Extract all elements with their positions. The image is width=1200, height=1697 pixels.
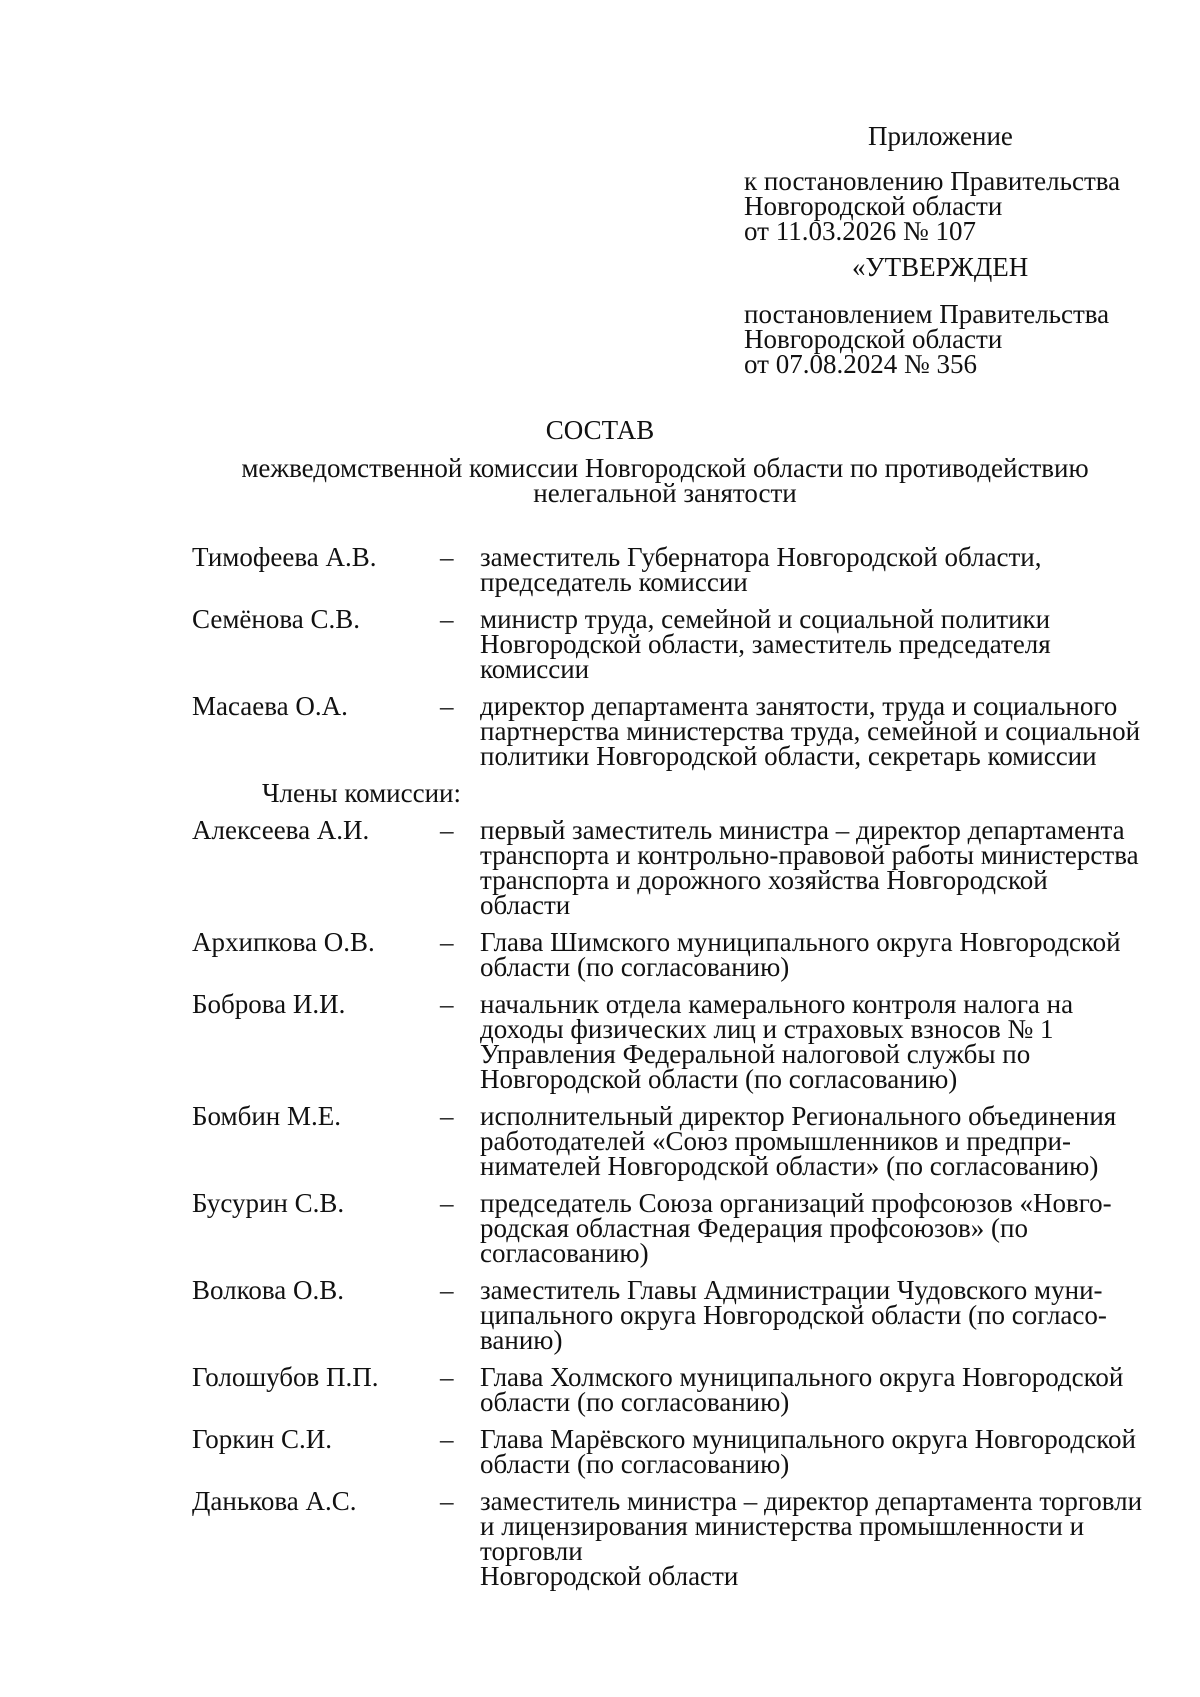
member-name: Волкова О.В.	[192, 1275, 345, 1305]
member-name: Семёнова С.В.	[192, 604, 360, 634]
member-role: министр труда, семейной и социальной политики Новгородской области, заместитель председателя комиссии	[480, 604, 1051, 684]
dash-separator: –	[440, 542, 454, 572]
members-section-label: Члены комиссии:	[262, 778, 461, 808]
annex-line: к постановлению Правительства	[744, 166, 1121, 196]
document-subtitle-line: межведомственной комиссии Новгородской области по противодействию	[241, 453, 1089, 483]
approval-line: постановлением Правительства	[744, 299, 1110, 329]
member-name: Горкин С.И.	[192, 1424, 333, 1454]
approval-block	[744, 252, 1164, 379]
member-row	[192, 1101, 1152, 1181]
dash-separator: –	[440, 1362, 454, 1392]
leadership-row	[192, 542, 1152, 597]
document-subtitle-line: нелегальной занятости	[533, 478, 797, 508]
annex-line: от 11.03.2026 № 107	[744, 216, 976, 246]
member-name: Боброва И.И.	[192, 989, 346, 1019]
member-name: Масаева О.А.	[192, 691, 348, 721]
member-row	[192, 1424, 1152, 1479]
dash-separator: –	[440, 989, 454, 1019]
member-role: Глава Холмского муниципального округа Новгородской области (по согласованию)	[480, 1362, 1124, 1417]
document-subtitle	[200, 453, 1130, 508]
member-row	[192, 1188, 1152, 1268]
dash-separator: –	[440, 1486, 454, 1516]
dash-separator: –	[440, 1101, 454, 1131]
member-name: Голошубов П.П.	[192, 1362, 379, 1392]
approval-line: от 07.08.2024 № 356	[744, 349, 977, 379]
member-row	[192, 1362, 1152, 1417]
member-name: Бомбин М.Е.	[192, 1101, 341, 1131]
member-role: исполнительный директор Регионального объединения работодателей «Союз промышленников и предпри- нимателей Новгородской области» (по согласованию)	[480, 1101, 1117, 1181]
approval-line: Новгородской области	[744, 324, 1003, 354]
member-role: заместитель министра – директор департамента торговли и лицензирования министерства промышленности и торговли Новгородской области	[480, 1486, 1143, 1591]
member-row	[192, 1275, 1152, 1355]
dash-separator: –	[440, 815, 454, 845]
member-row	[192, 1486, 1152, 1591]
approval-title: «УТВЕРЖДЕН	[852, 252, 1029, 282]
dash-separator: –	[440, 1188, 454, 1218]
annex-title: Приложение	[868, 121, 1013, 151]
dash-separator: –	[440, 691, 454, 721]
member-role: директор департамента занятости, труда и социального партнерства министерства труда, семейной и социальной политики Новгородской области, секретарь комиссии	[480, 691, 1141, 771]
document-title: СОСТАВ	[545, 415, 655, 445]
member-name: Алексеева А.И.	[192, 815, 370, 845]
member-role: Глава Марёвского муниципального округа Новгородской области (по согласованию)	[480, 1424, 1136, 1479]
member-name: Бусурин С.В.	[192, 1188, 345, 1218]
leadership-row	[192, 604, 1152, 684]
member-name: Данькова А.С.	[192, 1486, 357, 1516]
dash-separator: –	[440, 1424, 454, 1454]
composition-list	[192, 542, 1152, 1601]
annex-block	[744, 121, 1164, 246]
member-role: первый заместитель министра – директор департамента транспорта и контрольно-правовой работы министерства транспорта и дорожного хозяйства Новгородской области	[480, 815, 1139, 920]
annex-line: Новгородской области	[744, 191, 1003, 221]
member-row	[192, 989, 1152, 1094]
leadership-row	[192, 691, 1152, 771]
member-role: председатель Союза организаций профсоюзов «Новго- родская областная Федерация профсоюзов» (по согласованию)	[480, 1188, 1112, 1268]
member-role: начальник отдела камерального контроля налога на доходы физических лиц и страховых взносов № 1 Управления Федеральной налоговой службы по Новгородской области (по согласованию)	[480, 989, 1074, 1094]
member-row	[192, 927, 1152, 982]
member-role: заместитель Губернатора Новгородской области, председатель комиссии	[480, 542, 1042, 597]
dash-separator: –	[440, 927, 454, 957]
member-name: Тимофеева А.В.	[192, 542, 377, 572]
member-row	[192, 815, 1152, 920]
dash-separator: –	[440, 1275, 454, 1305]
member-role: Глава Шимского муниципального округа Новгородской области (по согласованию)	[480, 927, 1121, 982]
member-role: заместитель Главы Администрации Чудовского муни- ципального округа Новгородской области (по согласо- ванию)	[480, 1275, 1107, 1355]
member-name: Архипкова О.В.	[192, 927, 375, 957]
dash-separator: –	[440, 604, 454, 634]
